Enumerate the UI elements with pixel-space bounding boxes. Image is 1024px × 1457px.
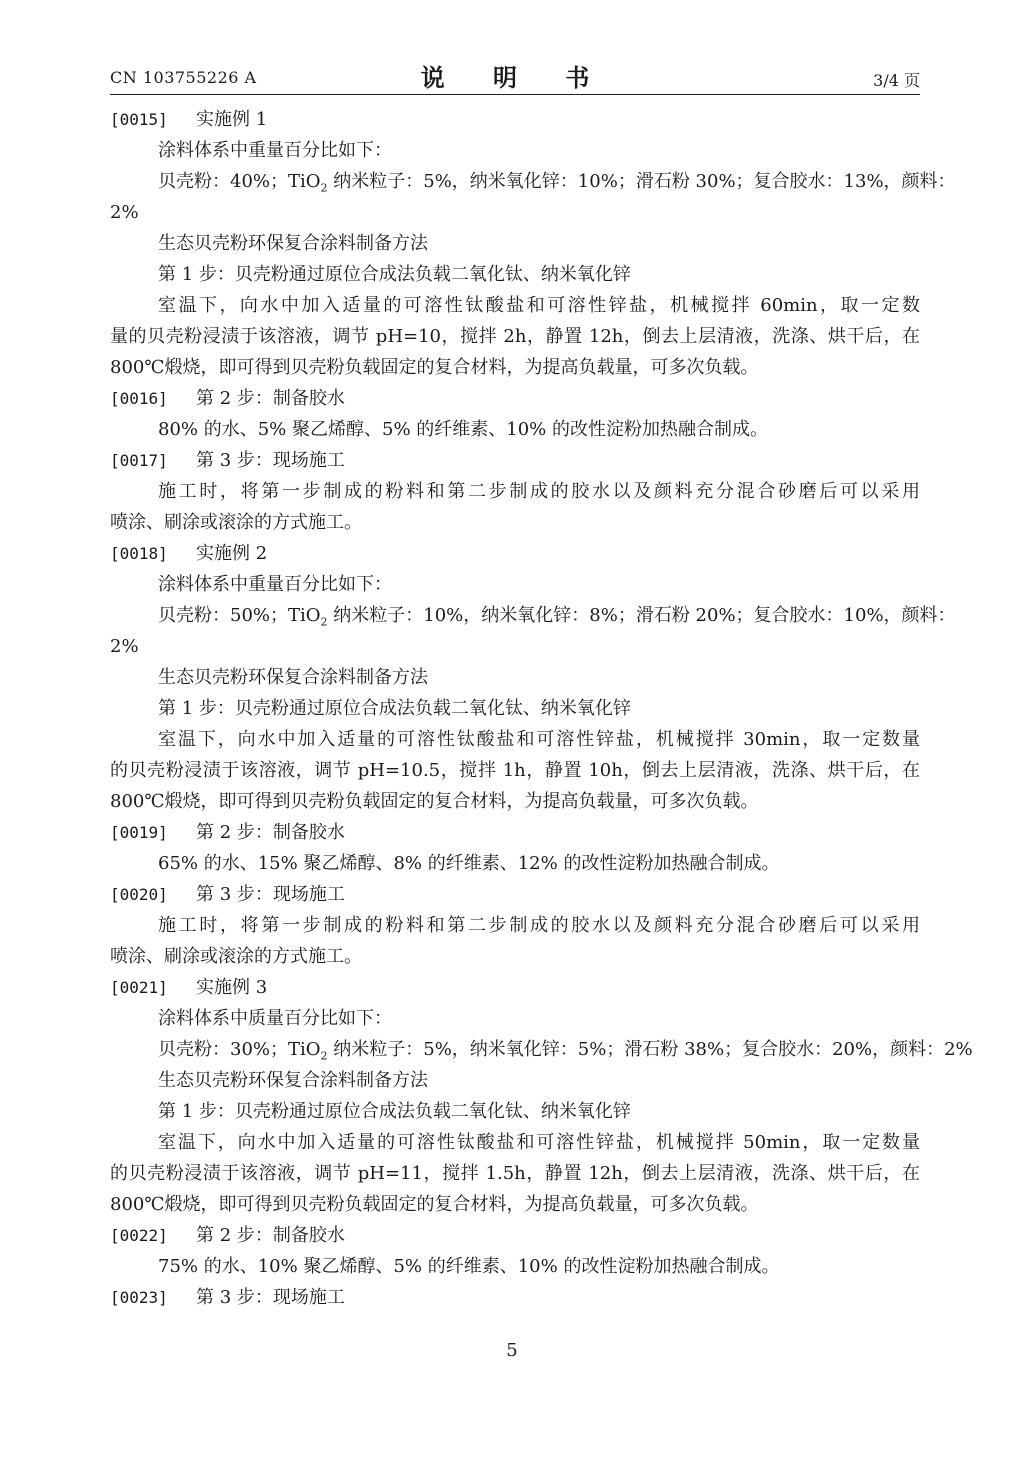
text-line: 喷涂、刷涂或滚涂的方式施工。 [110, 512, 362, 533]
text-line: 施工时，将第一步制成的粉料和第二步制成的胶水以及颜料充分混合砂磨后可以采用 [158, 915, 920, 936]
paragraph-title: 第 2 步：制备胶水 [196, 388, 345, 409]
text-line: 800℃煅烧，即可得到贝壳粉负载固定的复合材料，为提高负载量，可多次负载。 [110, 791, 759, 812]
paragraph-number: [0018] [110, 544, 168, 563]
paragraph-number: [0021] [110, 978, 168, 997]
paragraph-number: [0016] [110, 389, 168, 408]
text-line: 室温下，向水中加入适量的可溶性钛酸盐和可溶性锌盐，机械搅拌 60min，取一定数 [158, 295, 920, 316]
text-line: 贝壳粉：50%；TiO$_2$ 纳米粒子：10%，纳米氧化锌：8%；滑石粉 20%；复合胶水：10%，颜料： [158, 605, 956, 629]
text-line: 生态贝壳粉环保复合涂料制备方法 [158, 667, 428, 688]
text-line: 施工时，将第一步制成的粉料和第二步制成的胶水以及颜料充分混合砂磨后可以采用 [158, 481, 920, 502]
paragraph-number: [0015] [110, 110, 168, 129]
text-line: 第 1 步：贝壳粉通过原位合成法负载二氧化钛、纳米氧化锌 [158, 1101, 631, 1122]
text-line: 65% 的水、15% 聚乙烯醇、8% 的纤维素、12% 的改性淀粉加热融合制成。 [158, 853, 780, 874]
paragraph-number: [0019] [110, 823, 168, 842]
page-reference: 3/4 页 [873, 71, 920, 90]
paragraph-heading [110, 972, 920, 1003]
paragraph-heading [110, 817, 920, 848]
paragraph-title: 第 3 步：现场施工 [196, 1287, 345, 1308]
paragraph-heading [110, 1220, 920, 1251]
text-line: 75% 的水、10% 聚乙烯醇、5% 的纤维素、10% 的改性淀粉加热融合制成。 [158, 1256, 780, 1277]
paragraph-title: 实施例 1 [196, 109, 268, 130]
text-line: 800℃煅烧，即可得到贝壳粉负载固定的复合材料，为提高负载量，可多次负载。 [110, 357, 759, 378]
paragraph-heading [110, 538, 920, 569]
text-line: 80% 的水、5% 聚乙烯醇、5% 的纤维素、10% 的改性淀粉加热融合制成。 [158, 419, 769, 440]
paragraph-number: [0023] [110, 1288, 168, 1307]
text-line: 生态贝壳粉环保复合涂料制备方法 [158, 1070, 428, 1091]
text-line: 室温下，向水中加入适量的可溶性钛酸盐和可溶性锌盐，机械搅拌 30min，取一定数量 [158, 729, 920, 750]
text-line: 涂料体系中重量百分比如下： [158, 140, 392, 161]
text-line: 室温下，向水中加入适量的可溶性钛酸盐和可溶性锌盐，机械搅拌 50min，取一定数量 [158, 1132, 920, 1153]
text-line: 涂料体系中重量百分比如下： [158, 574, 392, 595]
text-line: 贝壳粉：40%；TiO$_2$ 纳米粒子：5%，纳米氧化锌：10%；滑石粉 30%；复合胶水：13%，颜料： [158, 171, 956, 195]
paragraph-title: 第 2 步：制备胶水 [196, 1225, 345, 1246]
paragraph-title: 实施例 2 [196, 543, 268, 564]
text-line: 2% [110, 636, 139, 657]
text-line: 的贝壳粉浸渍于该溶液，调节 pH=10.5，搅拌 1h，静置 10h，倒去上层清液，洗涤、烘干后，在 [110, 760, 920, 781]
text-line: 第 1 步：贝壳粉通过原位合成法负载二氧化钛、纳米氧化锌 [158, 264, 631, 285]
paragraph-number: [0017] [110, 451, 168, 470]
document-number: CN 103755226 A [110, 68, 257, 87]
text-line: 生态贝壳粉环保复合涂料制备方法 [158, 233, 428, 254]
paragraph-heading [110, 879, 920, 910]
paragraph-heading [110, 383, 920, 414]
text-line: 贝壳粉：30%；TiO$_2$ 纳米粒子：5%，纳米氧化锌：5%；滑石粉 38%；复合胶水：20%，颜料：2% [158, 1039, 973, 1063]
text-line: 800℃煅烧，即可得到贝壳粉负载固定的复合材料，为提高负载量，可多次负载。 [110, 1194, 759, 1215]
text-line: 喷涂、刷涂或滚涂的方式施工。 [110, 946, 362, 967]
page-number: 5 [506, 1340, 518, 1361]
paragraph-number: [0022] [110, 1226, 168, 1245]
paragraph-heading [110, 104, 920, 135]
paragraph-heading [110, 1282, 920, 1313]
page-title: 说 明 书 [420, 63, 610, 92]
text-line: 的贝壳粉浸渍于该溶液，调节 pH=11，搅拌 1.5h，静置 12h，倒去上层清液，洗涤、烘干后，在 [110, 1163, 920, 1184]
text-line: 涂料体系中质量百分比如下： [158, 1008, 392, 1029]
document-body [110, 104, 973, 1313]
paragraph-heading [110, 445, 920, 476]
text-line: 2% [110, 202, 139, 223]
paragraph-number: [0020] [110, 885, 168, 904]
paragraph-title: 实施例 3 [196, 977, 268, 998]
paragraph-title: 第 2 步：制备胶水 [196, 822, 345, 843]
page-header [110, 58, 920, 95]
text-line: 量的贝壳粉浸渍于该溶液，调节 pH=10，搅拌 2h，静置 12h，倒去上层清液，洗涤、烘干后，在 [110, 326, 920, 347]
text-line: 第 1 步：贝壳粉通过原位合成法负载二氧化钛、纳米氧化锌 [158, 698, 631, 719]
paragraph-title: 第 3 步：现场施工 [196, 884, 345, 905]
paragraph-title: 第 3 步：现场施工 [196, 450, 345, 471]
